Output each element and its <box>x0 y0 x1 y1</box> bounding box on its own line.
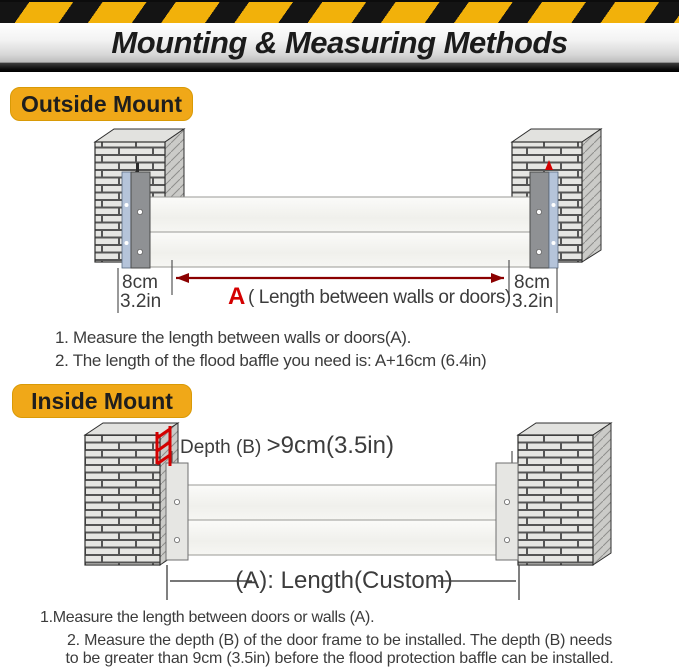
label-a: A <box>228 283 246 310</box>
inside-step-2-line-2: to be greater than 9cm (3.5in) before the flood protection baffle can be installed. <box>65 650 614 667</box>
outside-mount-badge <box>10 87 193 121</box>
outside-mount-diagram <box>0 125 679 317</box>
depth-label-prefix: Depth (B) <box>180 437 267 458</box>
flood-barrier <box>188 485 496 555</box>
inside-mount-label: Inside Mount <box>31 387 173 414</box>
mount-plate-right <box>496 451 518 560</box>
dim-right-in: 3.2in <box>512 291 554 312</box>
depth-label-value: >9cm(3.5in) <box>266 432 394 459</box>
inside-step-1: 1.Measure the length between doors or walls (A). <box>40 609 375 626</box>
dim-left-in: 3.2in <box>120 291 162 312</box>
length-label: (A): Length(Custom) <box>235 567 453 594</box>
caution-stripes <box>0 0 679 23</box>
mount-plate-left <box>166 451 188 560</box>
outside-step-1: 1. Measure the length between walls or doors(A). <box>55 328 412 347</box>
flood-barrier <box>150 197 530 267</box>
dim-left-cm: 8cm <box>122 272 158 293</box>
outside-mount-label: Outside Mount <box>21 90 182 117</box>
mount-bracket-right <box>530 160 558 268</box>
length-arrow <box>176 273 504 283</box>
right-wall-pillar <box>518 423 611 565</box>
dim-right-cm: 8cm <box>514 272 550 293</box>
label-a-description: ( Length between walls or doors) <box>248 287 511 308</box>
depth-label <box>180 432 394 459</box>
inside-step-2-line-1: 2. Measure the depth (B) of the door frame to be installed. The depth (B) needs <box>66 632 613 649</box>
mount-bracket-left <box>122 163 150 268</box>
inside-mount-badge <box>12 384 192 418</box>
title-bar <box>0 23 679 63</box>
header-underline <box>0 63 679 72</box>
outside-step-2: 2. The length of the flood baffle you need is: A+16cm (6.4in) <box>55 351 487 370</box>
inside-mount-diagram <box>0 420 679 605</box>
page-title: Mounting & Measuring Methods <box>111 24 568 60</box>
